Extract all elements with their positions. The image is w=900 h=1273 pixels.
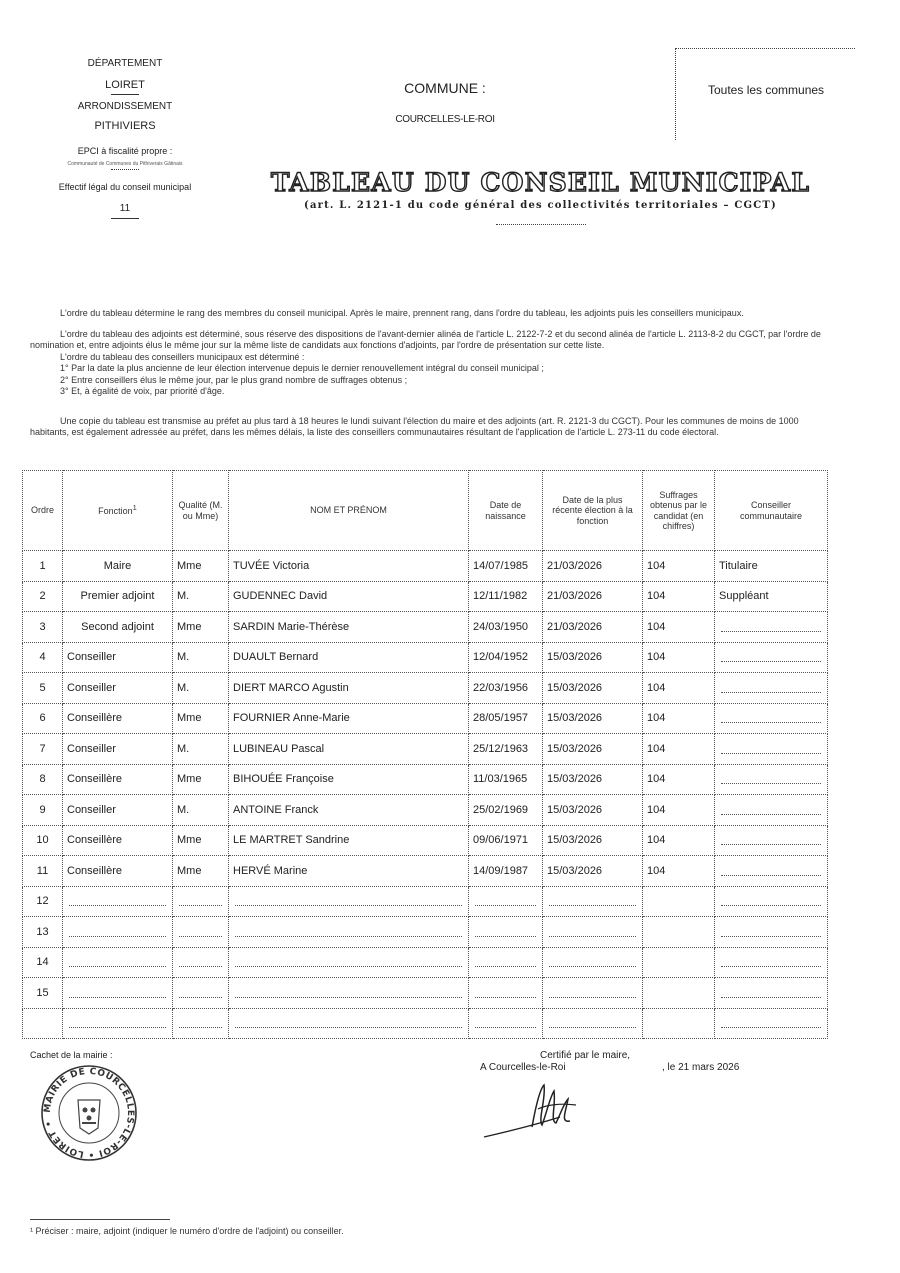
cell-ordre: 12: [23, 886, 63, 917]
commune-block: [340, 80, 550, 125]
cell-communautaire: [715, 856, 828, 887]
cell-nom: SARDIN Marie-Thérèse: [229, 612, 469, 643]
cell-suffrages: [643, 947, 715, 978]
cell-qualite: Mme: [173, 764, 229, 795]
cell-qualite: [173, 1008, 229, 1039]
cell-qualite: Mme: [173, 856, 229, 887]
certification-place: A Courcelles-le-Roi: [480, 1062, 566, 1073]
table-row: [23, 1008, 828, 1039]
arrondissement-label: ARRONDISSEMENT: [77, 101, 173, 113]
cell-ordre: 2: [23, 581, 63, 612]
cell-fonction: Conseillère: [63, 764, 173, 795]
cell-naissance: 11/03/1965: [469, 764, 543, 795]
cell-election: [543, 1008, 643, 1039]
table-row: [23, 917, 828, 948]
paragraph-3-item: 1° Par la date la plus ancienne de leur élection intervenue depuis le dernier renouvellement intégral du conseil municipal ;: [60, 363, 544, 374]
cell-suffrages: 104: [643, 642, 715, 673]
header-naissance: Date de naissance: [469, 471, 543, 551]
cell-election: 21/03/2026: [543, 551, 643, 582]
cell-communautaire: [715, 917, 828, 948]
cell-election: 15/03/2026: [543, 673, 643, 704]
header-election: Date de la plus récente élection à la fonction: [543, 471, 643, 551]
cell-communautaire: [715, 886, 828, 917]
cell-nom: BIHOUÉE Françoise: [229, 764, 469, 795]
table-row: [23, 581, 828, 612]
cell-communautaire: [715, 642, 828, 673]
cell-naissance: [469, 886, 543, 917]
cell-suffrages: 104: [643, 612, 715, 643]
subtitle-rule: [496, 224, 586, 225]
paragraph-1: L'ordre du tableau détermine le rang des membres du conseil municipal. Après le maire, prennent rang, dans l'ordre du tableau, les adjoints puis les conseillers municipaux.: [60, 308, 744, 318]
cell-ordre: 13: [23, 917, 63, 948]
cell-election: 21/03/2026: [543, 581, 643, 612]
table-row: [23, 703, 828, 734]
cell-election: 15/03/2026: [543, 795, 643, 826]
cell-suffrages: 104: [643, 551, 715, 582]
cell-suffrages: 104: [643, 734, 715, 765]
cell-communautaire: Titulaire: [715, 551, 828, 582]
cell-election: 15/03/2026: [543, 642, 643, 673]
cell-communautaire: [715, 734, 828, 765]
cell-suffrages: 104: [643, 703, 715, 734]
cell-naissance: 28/05/1957: [469, 703, 543, 734]
cell-ordre: 4: [23, 642, 63, 673]
cell-qualite: M.: [173, 734, 229, 765]
departement-label: DÉPARTEMENT: [87, 58, 163, 69]
table-row: [23, 642, 828, 673]
cell-fonction: Conseillère: [63, 856, 173, 887]
cell-communautaire: [715, 947, 828, 978]
header-communautaire: Conseiller communautaire: [715, 471, 828, 551]
applicability-box: [675, 48, 855, 140]
cell-election: [543, 947, 643, 978]
commune-name: COURCELLES-LE-ROI: [395, 114, 495, 125]
cell-suffrages: 104: [643, 795, 715, 826]
cell-election: 15/03/2026: [543, 825, 643, 856]
cell-nom: HERVÉ Marine: [229, 856, 469, 887]
paragraph-2: L'ordre du tableau des adjoints est déterminé, sous réserve des dispositions de l'avant-dernier alinéa de l'article L. 2122-7-2 et du second alinéa de l'article L. 2113-8-2 du CGCT, par l'ordre de nomination et, entre adjoints élus le même jour sur la même liste de candidats aux fonctions d'adjoints, par l'ordre de présentation sur cette liste.: [30, 328, 821, 351]
cell-suffrages: [643, 1008, 715, 1039]
left-header: [20, 58, 230, 225]
cell-qualite: M.: [173, 795, 229, 826]
cell-suffrages: [643, 978, 715, 1009]
stamp-text: MAIRIE DE COURCELLES-LE-ROI • LOIRET •: [42, 1066, 136, 1160]
cell-nom: [229, 886, 469, 917]
header-suffrages: Suffrages obtenus par le candidat (en chiffres): [643, 471, 715, 551]
cell-qualite: M.: [173, 642, 229, 673]
cell-election: 15/03/2026: [543, 764, 643, 795]
commune-label: COMMUNE :: [404, 80, 486, 96]
cell-nom: TUVÉE Victoria: [229, 551, 469, 582]
svg-text:MAIRIE DE COURCELLES-LE-ROI •: [43, 1067, 135, 1159]
cell-ordre: 10: [23, 825, 63, 856]
table-row: [23, 978, 828, 1009]
cell-qualite: [173, 947, 229, 978]
cell-fonction: Maire: [63, 551, 173, 582]
cell-fonction: [63, 1008, 173, 1039]
table-row: [23, 673, 828, 704]
cell-nom: [229, 917, 469, 948]
cell-election: [543, 886, 643, 917]
cell-suffrages: 104: [643, 673, 715, 704]
cell-qualite: M.: [173, 581, 229, 612]
cell-communautaire: [715, 673, 828, 704]
cell-fonction: Conseiller: [63, 795, 173, 826]
cell-qualite: [173, 978, 229, 1009]
cell-nom: [229, 947, 469, 978]
cell-qualite: Mme: [173, 551, 229, 582]
table-row: [23, 886, 828, 917]
cell-qualite: [173, 886, 229, 917]
cell-naissance: [469, 947, 543, 978]
paragraph-3-item: 2° Entre conseillers élus le même jour, par le plus grand nombre de suffrages obtenus ;: [60, 374, 408, 385]
effectif-label: Effectif légal du conseil municipal: [58, 182, 192, 192]
cell-suffrages: 104: [643, 825, 715, 856]
cell-suffrages: [643, 886, 715, 917]
cell-qualite: Mme: [173, 612, 229, 643]
cell-naissance: 09/06/1971: [469, 825, 543, 856]
table-row: [23, 551, 828, 582]
cell-nom: [229, 1008, 469, 1039]
header-ordre: Ordre: [23, 471, 63, 551]
cell-qualite: M.: [173, 673, 229, 704]
cell-fonction: Conseiller: [63, 673, 173, 704]
footnote-rule: [30, 1219, 170, 1220]
applicability-text: Toutes les communes: [708, 83, 825, 97]
arrondissement-value: PITHIVIERS: [94, 119, 156, 132]
cell-naissance: [469, 1008, 543, 1039]
cell-fonction: [63, 947, 173, 978]
cell-communautaire: [715, 825, 828, 856]
cell-qualite: [173, 917, 229, 948]
cell-fonction: [63, 917, 173, 948]
cell-naissance: 14/07/1985: [469, 551, 543, 582]
cell-fonction: Conseillère: [63, 825, 173, 856]
cell-ordre: 6: [23, 703, 63, 734]
cell-ordre: 8: [23, 764, 63, 795]
cell-ordre: 9: [23, 795, 63, 826]
effectif-value: 11: [119, 203, 131, 215]
cell-communautaire: Suppléant: [715, 581, 828, 612]
cell-fonction: Conseillère: [63, 703, 173, 734]
cell-fonction: Second adjoint: [63, 612, 173, 643]
cell-election: 15/03/2026: [543, 703, 643, 734]
cell-communautaire: [715, 795, 828, 826]
paragraph-3-intro: L'ordre du tableau des conseillers municipaux est déterminé :: [60, 351, 305, 362]
cell-ordre: 3: [23, 612, 63, 643]
cell-election: [543, 978, 643, 1009]
cell-election: 15/03/2026: [543, 734, 643, 765]
cell-qualite: Mme: [173, 703, 229, 734]
table-row: [23, 734, 828, 765]
cell-ordre: 14: [23, 947, 63, 978]
table-row: [23, 795, 828, 826]
cell-nom: LE MARTRET Sandrine: [229, 825, 469, 856]
cell-communautaire: [715, 612, 828, 643]
cell-suffrages: 104: [643, 764, 715, 795]
cell-nom: ANTOINE Franck: [229, 795, 469, 826]
cell-suffrages: 104: [643, 856, 715, 887]
paragraph-4: Une copie du tableau est transmise au préfet au plus tard à 18 heures le lundi suivant l'élection du maire et des adjoints (art. R. 2121-3 du CGCT). Pour les communes de moins de 1000 habitants, est également adressée au préfet, dans les mêmes délais, la liste des conseillers communautaires résultant de l'application de l'article L. 273-11 du code électoral.: [30, 415, 799, 438]
table-row: [23, 856, 828, 887]
epci-label: EPCI à fiscalité propre :: [77, 145, 173, 156]
cell-election: [543, 917, 643, 948]
paragraph-3-item: 3° Et, à égalité de voix, par priorité d'âge.: [60, 386, 225, 397]
cell-naissance: 12/04/1952: [469, 642, 543, 673]
table-row: [23, 947, 828, 978]
cell-nom: DIERT MARCO Agustin: [229, 673, 469, 704]
cell-fonction: Conseiller: [63, 734, 173, 765]
cell-communautaire: [715, 1008, 828, 1039]
cell-qualite: Mme: [173, 825, 229, 856]
cell-communautaire: [715, 764, 828, 795]
cell-naissance: 25/12/1963: [469, 734, 543, 765]
table-row: [23, 612, 828, 643]
cell-ordre: 7: [23, 734, 63, 765]
cachet-label: Cachet de la mairie :: [30, 1050, 113, 1060]
footnote: ¹ Préciser : maire, adjoint (indiquer le numéro d'ordre de l'adjoint) ou conseiller.: [30, 1226, 344, 1236]
header-qualite: Qualité (M. ou Mme): [173, 471, 229, 551]
cell-naissance: 14/09/1987: [469, 856, 543, 887]
table-row: [23, 825, 828, 856]
cell-communautaire: [715, 703, 828, 734]
cell-naissance: [469, 978, 543, 1009]
certification-date: , le 21 mars 2026: [662, 1062, 740, 1073]
mayor-signature: [480, 1075, 590, 1145]
cell-fonction: [63, 886, 173, 917]
cell-nom: GUDENNEC David: [229, 581, 469, 612]
council-table: [22, 470, 828, 1039]
instructions: [30, 308, 830, 448]
page-title: TABLEAU DU CONSEIL MUNICIPAL: [270, 168, 811, 197]
cell-naissance: 22/03/1956: [469, 673, 543, 704]
cell-nom: LUBINEAU Pascal: [229, 734, 469, 765]
cell-suffrages: 104: [643, 581, 715, 612]
cell-election: 21/03/2026: [543, 612, 643, 643]
cell-nom: DUAULT Bernard: [229, 642, 469, 673]
cell-nom: FOURNIER Anne-Marie: [229, 703, 469, 734]
cell-fonction: Conseiller: [63, 642, 173, 673]
certification-label: Certifié par le maire,: [540, 1050, 631, 1061]
cell-communautaire: [715, 978, 828, 1009]
page-subtitle: (art. L. 2121-1 du code général des collectivités territoriales – CGCT): [304, 200, 777, 211]
cell-naissance: 25/02/1969: [469, 795, 543, 826]
cell-ordre: [23, 1008, 63, 1039]
cell-naissance: 12/11/1982: [469, 581, 543, 612]
cell-fonction: [63, 978, 173, 1009]
cell-nom: [229, 978, 469, 1009]
cell-naissance: [469, 917, 543, 948]
cell-naissance: 24/03/1950: [469, 612, 543, 643]
mairie-stamp: [38, 1062, 140, 1164]
header-nom: NOM ET PRÉNOM: [229, 471, 469, 551]
cell-suffrages: [643, 917, 715, 948]
cell-ordre: 5: [23, 673, 63, 704]
table-header-row: [23, 471, 828, 551]
cell-ordre: 1: [23, 551, 63, 582]
header-fonction: Fonction$^1$: [63, 471, 173, 551]
departement-value: LOIRET: [105, 78, 145, 91]
cell-ordre: 11: [23, 856, 63, 887]
cell-election: 15/03/2026: [543, 856, 643, 887]
cell-ordre: 15: [23, 978, 63, 1009]
cell-fonction: Premier adjoint: [63, 581, 173, 612]
epci-value: Communauté de Communes du Pithiverais Gâtinais: [67, 160, 183, 167]
table-row: [23, 764, 828, 795]
